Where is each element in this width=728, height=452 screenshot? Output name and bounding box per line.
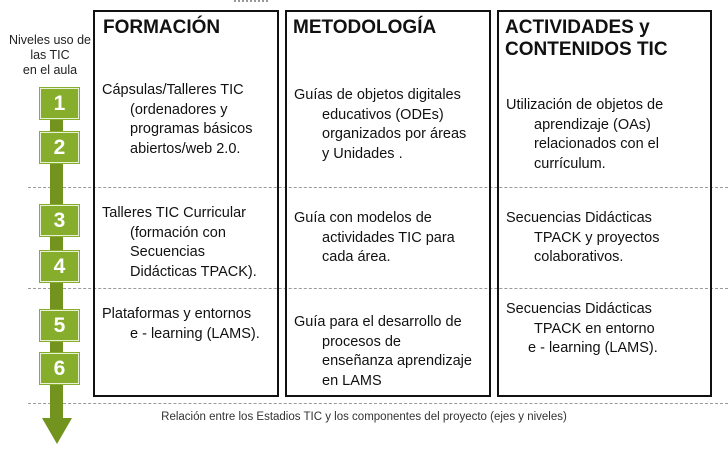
cell-line: programas básicos: [130, 121, 253, 137]
level-box-5: 5: [40, 310, 79, 341]
column-title-formacion: [103, 17, 220, 39]
cell-line: educativos (ODEs): [322, 106, 444, 123]
cell-line: Guía con modelos de: [294, 210, 432, 226]
cell-line: Talleres TIC Curricular: [102, 205, 246, 221]
cell-line: TPACK en entorno: [534, 320, 655, 337]
column-title-line: ACTIVIDADES y: [505, 17, 650, 38]
cell-metodologia-level-5-6: [294, 313, 472, 391]
cell-line: Secuencias: [130, 244, 205, 260]
cell-formacion-level-1-2: [102, 81, 253, 159]
cell-line: actividades TIC para: [322, 229, 455, 246]
level-box-2: 2: [40, 132, 79, 163]
cell-metodologia-level-1-2: [294, 86, 466, 164]
cell-line: y Unidades .: [322, 145, 403, 162]
column-title-line: CONTENIDOS TIC: [505, 39, 668, 60]
cell-actividades-level-5-6: [506, 300, 658, 359]
level-box-1: 1: [40, 88, 79, 119]
cell-actividades-level-3-4: [506, 209, 659, 268]
column-title-line: METODOLOGÍA: [293, 17, 437, 38]
cell-line: Guías de objetos digitales: [294, 87, 461, 103]
column-title-line: FORMACIÓN: [103, 17, 221, 38]
column-title-actividades: [505, 17, 668, 61]
level-box-3: 3: [40, 205, 79, 236]
levels-axis-label-line: las TIC: [30, 48, 70, 62]
cell-line: Didácticas TPACK).: [130, 263, 257, 280]
levels-axis-label: [4, 33, 96, 78]
cell-line: enseñanza aprendizaje: [322, 353, 472, 369]
cell-line: Guía para el desarrollo de: [294, 314, 462, 330]
cell-line: cada área.: [322, 249, 391, 265]
cell-line: relacionados con el: [534, 136, 659, 152]
cell-line: colaborativos.: [534, 249, 624, 265]
top-dotted-mark: [234, 0, 268, 2]
cell-formacion-level-3-4: [102, 204, 257, 282]
levels-axis-label-line: en el aula: [22, 63, 78, 77]
cell-line: en LAMS: [322, 372, 382, 389]
column-title-metodologia: [293, 17, 436, 39]
level-box-4: 4: [40, 251, 79, 282]
cell-line: Plataformas y entornos: [102, 306, 252, 322]
cell-formacion-level-5-6: [102, 305, 260, 344]
cell-line: Secuencias Didácticas: [506, 210, 652, 226]
cell-line: TPACK y proyectos: [534, 229, 660, 246]
cell-line: (ordenadores y: [130, 101, 228, 118]
cell-line: abiertos/web 2.0.: [130, 140, 241, 157]
cell-line: currículum.: [534, 155, 606, 172]
cell-line: organizados por áreas: [322, 126, 467, 142]
levels-axis-label-line: Niveles uso de: [9, 33, 91, 47]
row-separator-line: [28, 403, 728, 404]
cell-line: Cápsulas/Talleres TIC: [102, 82, 244, 98]
level-box-6: 6: [40, 353, 79, 384]
cell-actividades-level-1-2: [506, 96, 663, 174]
cell-line: aprendizaje (OAs): [534, 116, 651, 133]
figure-caption: Relación entre los Estadios TIC y los componentes del proyecto (ejes y niveles): [161, 411, 567, 423]
cell-line: e - learning (LAMS).: [528, 340, 658, 356]
cell-line: procesos de: [322, 333, 401, 350]
cell-metodologia-level-3-4: [294, 209, 455, 268]
cell-line: Utilización de objetos de: [506, 97, 664, 113]
cell-line: e - learning (LAMS).: [130, 325, 260, 342]
cell-line: (formación con: [130, 224, 226, 241]
cell-line: Secuencias Didácticas: [506, 301, 652, 317]
